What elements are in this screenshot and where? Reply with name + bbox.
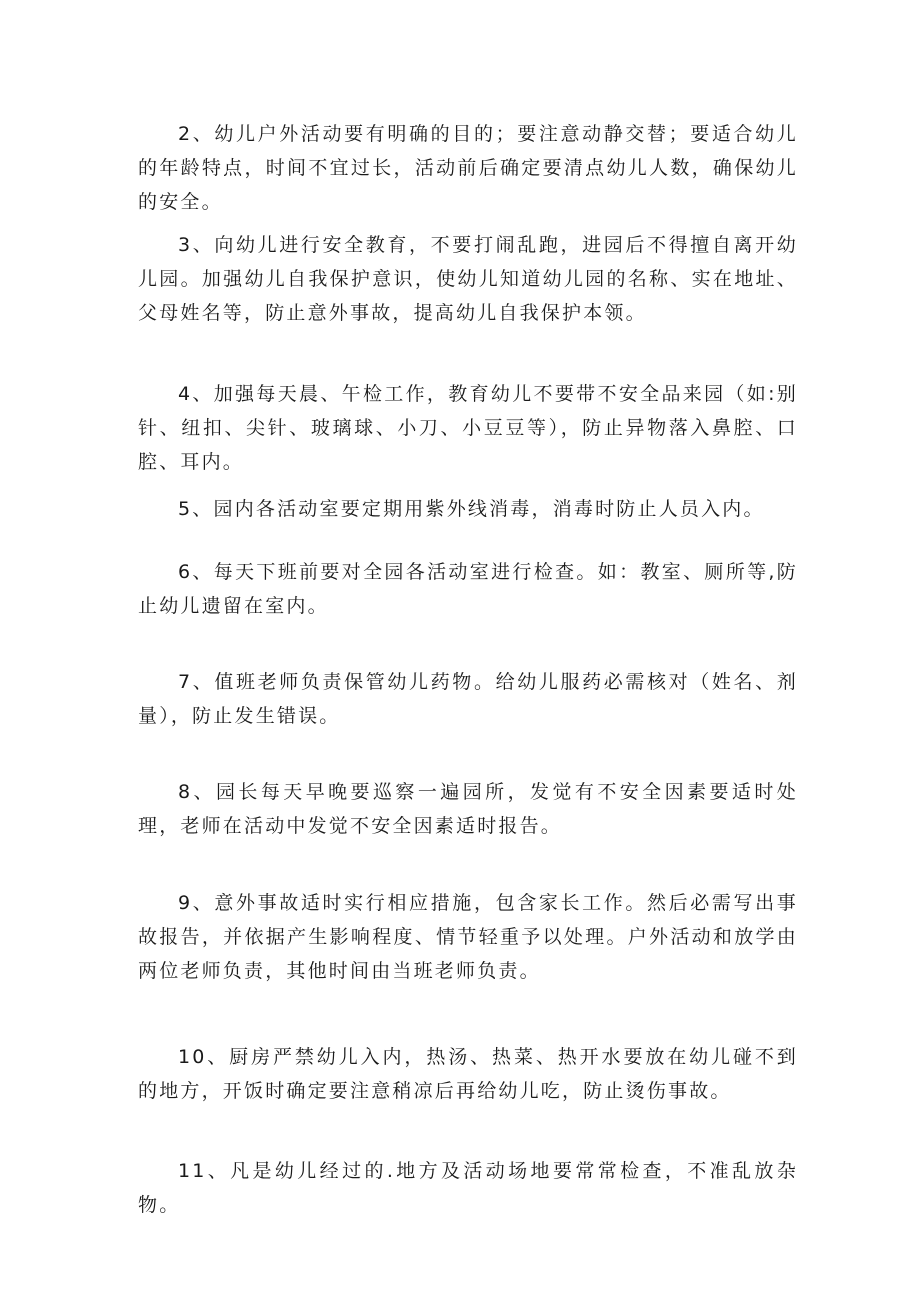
rule-paragraph-10: 10、厨房严禁幼儿入内，热汤、热菜、热开水要放在幼儿碰不到的地方，开饭时确定要注意稍凉后再给幼儿吃，防止烫伤事故。 [138, 1046, 798, 1102]
rule-paragraph-4: 4、加强每天晨、午检工作，教育幼儿不要带不安全品来园（如:别针、纽扣、尖针、玻璃球、小刀、小豆豆等），防止异物落入鼻腔、口腔、耳内。 [138, 383, 798, 473]
rule-paragraph-5: 5、园内各活动室要定期用紫外线消毒，消毒时防止人员入内。 [178, 498, 765, 520]
rule-paragraph-2: 2、幼儿户外活动要有明确的目的；要注意动静交替；要适合幼儿的年龄特点，时间不宜过长，活动前后确定要清点幼儿人数，确保幼儿的安全。 [138, 123, 798, 213]
rule-paragraph-3: 3、向幼儿进行安全教育，不要打闹乱跑，进园后不得擅自离开幼儿园。加强幼儿自我保护意识，使幼儿知道幼儿园的名称、实在地址、父母姓名等，防止意外事故，提高幼儿自我保护本领。 [138, 234, 798, 324]
rule-paragraph-8: 8、园长每天早晚要巡察一遍园所，发觉有不安全因素要适时处理，老师在活动中发觉不安全因素适时报告。 [138, 781, 798, 837]
rule-paragraph-9: 9、意外事故适时实行相应措施，包含家长工作。然后必需写出事故报告，并依据产生影响程度、情节轻重予以处理。户外活动和放学由两位老师负责，其他时间由当班老师负责。 [138, 892, 798, 982]
rule-paragraph-7: 7、值班老师负责保管幼儿药物。给幼儿服药必需核对（姓名、剂量），防止发生错误。 [138, 671, 798, 727]
rule-paragraph-11: 11、凡是幼儿经过的.地方及活动场地要常常检查，不准乱放杂物。 [138, 1160, 798, 1216]
rule-paragraph-6: 6、每天下班前要对全园各活动室进行检查。如：教室、厕所等,防止幼儿遗留在室内。 [138, 561, 798, 617]
